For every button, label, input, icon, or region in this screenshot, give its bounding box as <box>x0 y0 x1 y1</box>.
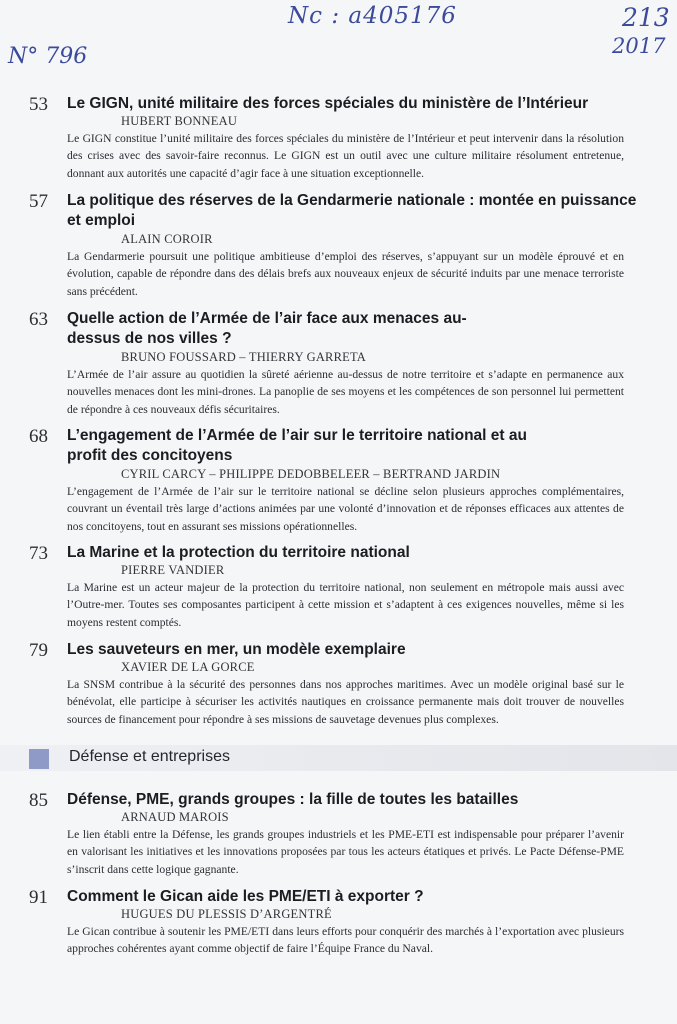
article-title: Le GIGN, unité militaire des forces spéciales du ministère de l’Intérieur <box>67 95 589 112</box>
section-title: Défense et entreprises <box>69 748 230 765</box>
article-author: BRUNO FOUSSARD – THIERRY GARRETA <box>121 350 367 364</box>
article-description: La Gendarmerie poursuit une politique ambitieuse d’emploi des réserves, s’appuyant sur un modèle éprouvé et en évolution, capable de répondre dans des délais brefs aux nouveaux enjeux de sécurité induits par une menace terroriste sans précédent. <box>67 250 624 298</box>
article-author: CYRIL CARCY – PHILIPPE DEDOBBELEER – BERTRAND JARDIN <box>121 467 501 481</box>
article-title: Les sauveteurs en mer, un modèle exemplaire <box>67 641 406 658</box>
article-description: La SNSM contribue à la sécurité des personnes dans nos approches maritimes. Avec un modèle original basé sur le bénévolat, elle participe à sécuriser les activités nautiques en croissance permanente mais doit trouver de nouvelles sources de financement pour répondre à ses missions de sauvetage devenues plus complexes. <box>67 678 624 726</box>
article-description: L’Armée de l’air assure au quotidien la sûreté aérienne au-dessus de notre territoire et s’adapte en permanence aux nouvelles menaces dont les mini-drones. La panoplie de ses moyens et les compétences de son personnel lui permettent de répondre à ces nouveaux défis sécuritaires. <box>67 368 624 416</box>
page-number: 73 <box>29 543 48 564</box>
page-number: 53 <box>29 94 48 115</box>
handwritten-reference: Nc : a405176 <box>288 3 457 29</box>
page-number: 91 <box>29 887 48 908</box>
article-author: PIERRE VANDIER <box>121 563 225 577</box>
handwritten-year: 2017 <box>612 34 666 58</box>
handwritten-page: 213 <box>622 3 670 32</box>
page-number: 68 <box>29 426 48 447</box>
article-author: ARNAUD MAROIS <box>121 810 229 824</box>
article-author: XAVIER DE LA GORCE <box>121 660 255 674</box>
handwritten-number: N° 796 <box>8 44 88 69</box>
article-description: Le lien établi entre la Défense, les grands groupes industriels et les PME-ETI est indispensable pour préparer l’avenir en valorisant les initiatives et les innovations proposées par tous les acteurs étatiques et privés. Le Pacte Défense-PME s’inscrit dans cette logique gagnante. <box>67 828 624 876</box>
article-author: ALAIN COROIR <box>121 232 213 246</box>
page-number: 79 <box>29 640 48 661</box>
page-number: 63 <box>29 309 48 330</box>
page-number: 85 <box>29 790 48 811</box>
article-description: L’engagement de l’Armée de l’air sur le territoire national se décline selon plusieurs approches complémentaires, couvrant un éventail très large d’actions animées par une volonté d’innovation et de réponses efficaces aux attentes de nos concitoyens, tout en assurant ses missions opérationnelles. <box>67 485 624 533</box>
article-title: Défense, PME, grands groupes : la fille de toutes les batailles <box>67 791 519 808</box>
article-title: Quelle action de l’Armée de l’air face aux menaces au-dessus de nos villes ? <box>67 310 467 347</box>
article-description: Le Gican contribue à soutenir les PME/ETI dans leurs efforts pour conquérir des marchés à l’exportation avec plusieurs approches cohérentes ayant comme objectif de faire l’Équipe France du Naval. <box>67 925 624 956</box>
article-title: L’engagement de l’Armée de l’air sur le territoire national et au profit des concitoyens <box>67 427 527 464</box>
article-title: La politique des réserves de la Gendarmerie nationale : montée en puissance et emploi <box>67 192 637 229</box>
page-number: 57 <box>29 191 48 212</box>
article-description: La Marine est un acteur majeur de la protection du territoire national, non seulement en métropole mais aussi avec l’Outre-mer. Toutes ses composantes participent à cette mission et s’adaptent à ces exigences nouvelles, même si les moyens restent comptés. <box>67 581 624 629</box>
article-author: HUBERT BONNEAU <box>121 114 238 128</box>
section-marker <box>29 749 49 769</box>
article-title: La Marine et la protection du territoire national <box>67 544 410 561</box>
article-author: HUGUES DU PLESSIS D’ARGENTRÉ <box>121 907 332 921</box>
article-description: Le GIGN constitue l’unité militaire des forces spéciales du ministère de l’Intérieur et peut intervenir dans la résolution des crises avec des savoir-faire reconnus. Le GIGN est un outil avec une culture militaire résolument entretenue, donnant aux autorités une capacité d’agir face à une situation exceptionnelle. <box>67 132 624 180</box>
article-title: Comment le Gican aide les PME/ETI à exporter ? <box>67 888 424 905</box>
